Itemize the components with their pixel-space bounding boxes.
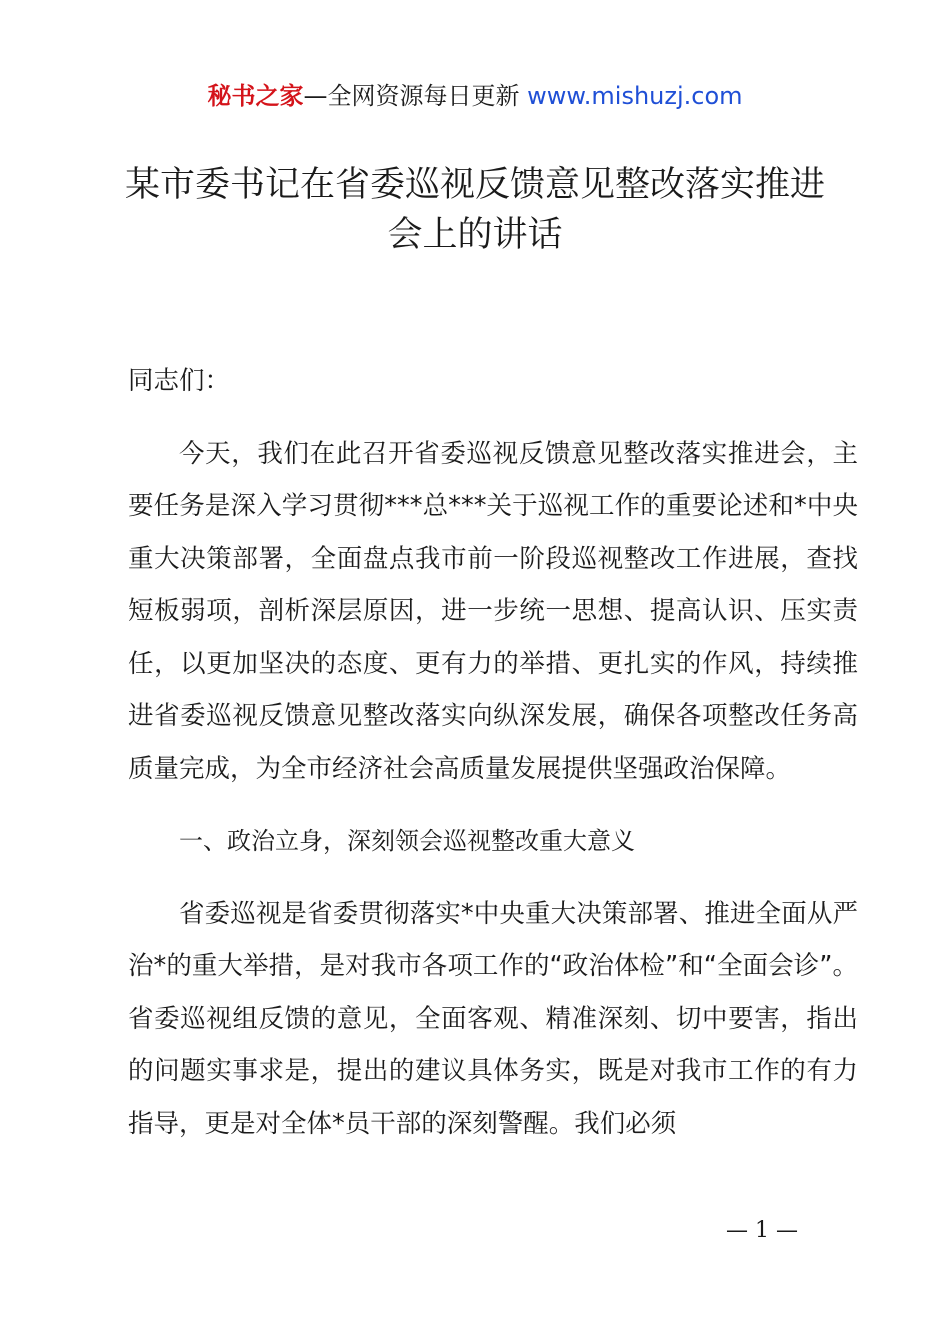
section-heading-1: 一、政治立身，深刻领会巡视整改重大意义 (179, 827, 635, 855)
header-slogan: —全网资源每日更新 (303, 82, 520, 110)
website-link[interactable]: www.mishuzj.com (527, 82, 743, 110)
body-paragraph-1: 今天，我们在此召开省委巡视反馈意见整改落实推进会，主要任务是深入学习贯彻***总***关于巡视工作的重要论述和*中央重大决策部署，全面盘点我市前一阶段巡视整改工作进展，查找短板弱项，剖析深层原因，进一步统一思想、提高认识、压实责任，以更加坚决的态度、更有力的举措、更扎实的作风，持续推进省委巡视反馈意见整改落实向纵深发展，确保各项整改任务高质量完成，为全市经济社会高质量发展提供坚强政治保障。 (128, 438, 858, 784)
body-paragraph-2: 省委巡视是省委贯彻落实*中央重大决策部署、推进全面从严治*的重大举措，是对我市各项工作的“政治体检”和“全面会诊”。省委巡视组反馈的意见，全面客观、精准深刻、切中要害，指出的问题实事求是，提出的建议具体务实，既是对我市工作的有力指导，更是对全体*员干部的深刻警醒。我们必须 (128, 898, 858, 1139)
document-title (90, 160, 860, 260)
site-header-banner (0, 80, 950, 112)
document-body (128, 355, 858, 1150)
salutation: 同志们： (128, 366, 231, 396)
title-line-2: 会上的讲话 (387, 215, 563, 255)
title-line-1: 某市委书记在省委巡视反馈意见整改落实推进 (124, 165, 825, 205)
page-number: — 1 — (726, 1218, 798, 1243)
brand-name: 秘书之家 (207, 82, 304, 110)
